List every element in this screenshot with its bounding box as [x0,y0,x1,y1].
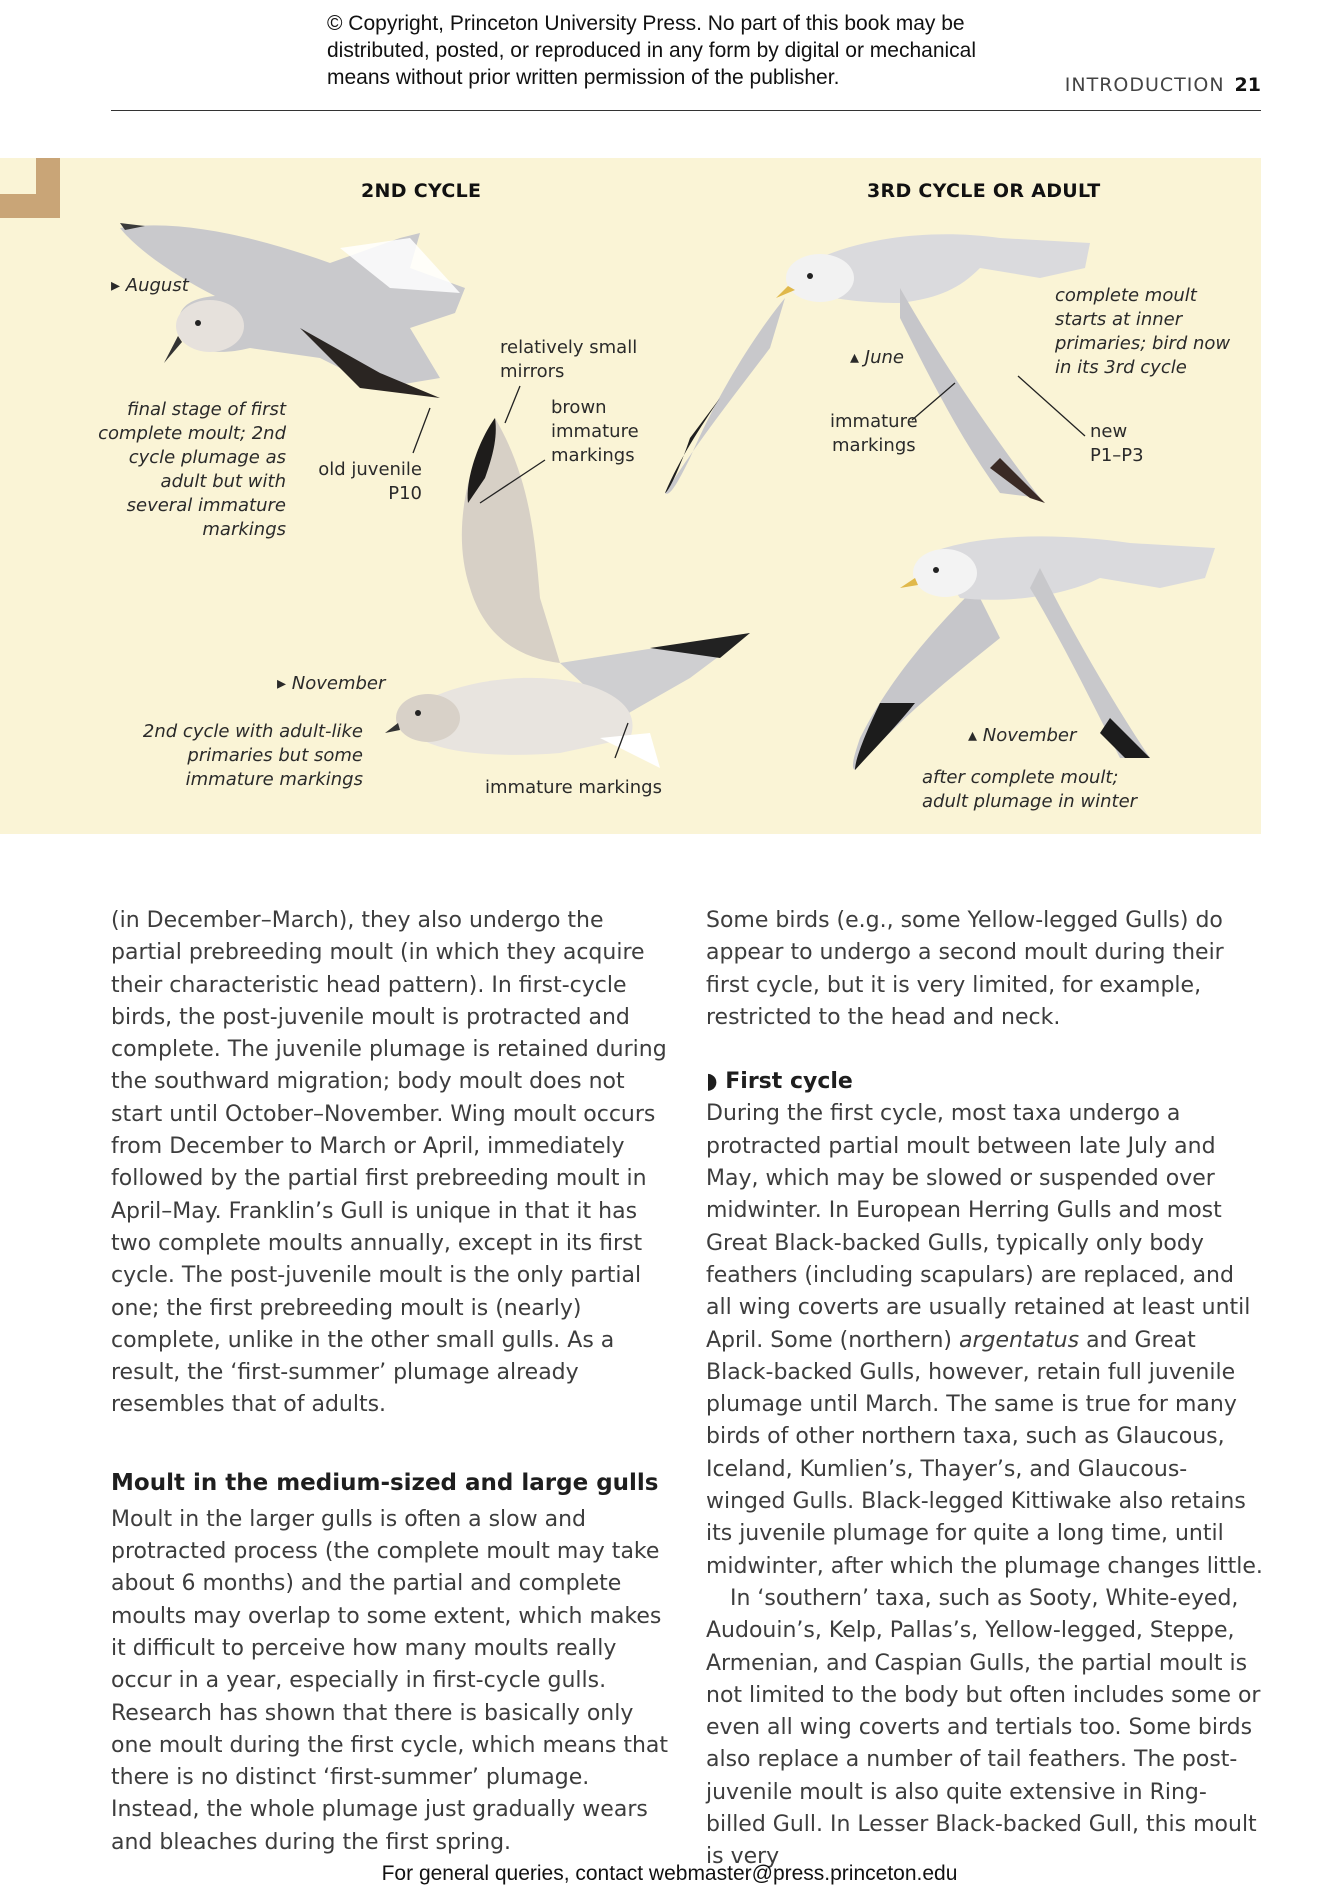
left-paragraph-2: Moult in the larger gulls is often a slow and protracted process (the complete moult may take about 6 months) and the partial and complete moults may overlap to some extent, which makes it difficult to perceive how many moults really occur in a year, especially in first-cycle gulls. Research has shown that there is basically only one moult during the first cycle, which means that there is no distinct ‘first-summer’ plumage. Instead, the whole plumage just gradually wears and bleaches during the first spring. [111,1506,668,1855]
footer-contact: For general queries, contact webmaster@press.princeton.edu [381,1862,958,1885]
august-label: ▸ August [111,275,189,296]
copyright-notice [327,10,1047,91]
argentatus-italic: argentatus [958,1327,1080,1353]
august-caption: final stage of first complete moult; 2nd cycle plumage as adult but with several immature markings [98,399,286,540]
header-rule [111,110,1261,111]
right-plate-title: 3RD CYCLE OR ADULT [867,180,1101,202]
copyright-line-2: distributed, posted, or reproduced in any form by digital or mechanical [327,39,977,62]
copyright-line-1: © Copyright, Princeton University Press. No part of this book may be [327,12,965,35]
november-left-label: ▸ November [277,673,386,694]
immature-markings-right-label: immature markings [830,411,918,456]
november-right-caption: after complete moult; adult plumage in winter [922,767,1138,812]
old-juvenile-label: old juvenile P10 [318,459,422,504]
leader-new-primaries [1018,376,1085,436]
right-column [706,905,1264,1874]
small-mirrors-label: relatively small mirrors [500,337,638,382]
left-plate-title: 2ND CYCLE [361,180,482,202]
leader-old-juvenile [413,408,430,453]
june-label: ▴ June [850,347,904,368]
immature-markings-bottom-label: immature markings [485,777,662,798]
section-name: INTRODUCTION [1064,74,1225,96]
running-head [1065,74,1261,96]
new-primaries-label: new P1–P3 [1090,421,1144,466]
section-heading: Moult in the medium-sized and large gulls [111,1469,659,1496]
november-right-label: ▴ November [968,725,1077,746]
gull-november-2nd-cycle-illustration [385,418,750,768]
page-number: 21 [1234,74,1261,96]
gull-august-illustration [120,223,465,398]
brown-markings-label: brown immature markings [551,397,639,466]
right-paragraph-2: During the first cycle, most taxa undergo a protracted partial moult between late July and May, which may be slowed or suspended over midwinter. In European Herring Gulls and most Great Black-backed Gulls, typically only body feathers (including scapulars) are replaced, and all wing coverts are usually retained at least until April. Some (northern) argentatus and Great Black-backed Gulls, however, retain full juvenile plumage until March. The same is true for many birds of other northern taxa, such as Glaucous, Iceland, Kumlien’s, Thayer’s, and Glaucous-winged Gulls. Black-legged Kittiwake also retains its juvenile plumage for quite a long time, until midwinter, after which the plumage changes little. [706,1101,1263,1579]
first-cycle-subheading: ◗ First cycle [706,1069,853,1095]
right-paragraph-3: In ‘southern’ taxa, such as Sooty, White-eyed, Audouin’s, Kelp, Pallas’s, Yellow-legged, Steppe, Armenian, and Caspian Gulls, the partial moult is not limited to the body but often includes some or even all wing coverts and tertials too. Some birds also replace a number of tail feathers. The post-juvenile moult is also quite extensive in Ring-billed Gull. In Lesser Black-backed Gull, this moult is very [706,1585,1261,1870]
right-paragraph-1: Some birds (e.g., some Yellow-legged Gulls) do appear to undergo a second moult during their first cycle, but it is very limited, for example, restricted to the head and neck. [706,908,1224,1030]
corner-mark [0,158,60,218]
november-left-caption: 2nd cycle with adult-like primaries but some immature markings [142,721,363,790]
copyright-line-3: means without prior written permission of the publisher. [327,66,840,89]
complete-moult-caption: complete moult starts at inner primaries; bird now in its 3rd cycle [1055,285,1231,378]
left-column [111,905,669,1859]
gull-moult-plate [0,158,1261,834]
left-paragraph-1: (in December–March), they also undergo the partial prebreeding moult (in which they acquire their characteristic head pattern). In first-cycle birds, the post-juvenile moult is protracted and complete. The juvenile plumage is retained during the southward migration; body moult does not start until October–November. Wing moult occurs from December to March or April, immediately followed by the partial first prebreeding moult in April–May. Franklin’s Gull is unique in that it has two complete moults annually, except in its first cycle. The post-juvenile moult is the only partial one; the first prebreeding moult is (nearly) complete, unlike in the other small gulls. As a result, the ‘first-summer’ plumage already resembles that of adults. [111,908,667,1418]
leader-mirrors [505,386,520,423]
